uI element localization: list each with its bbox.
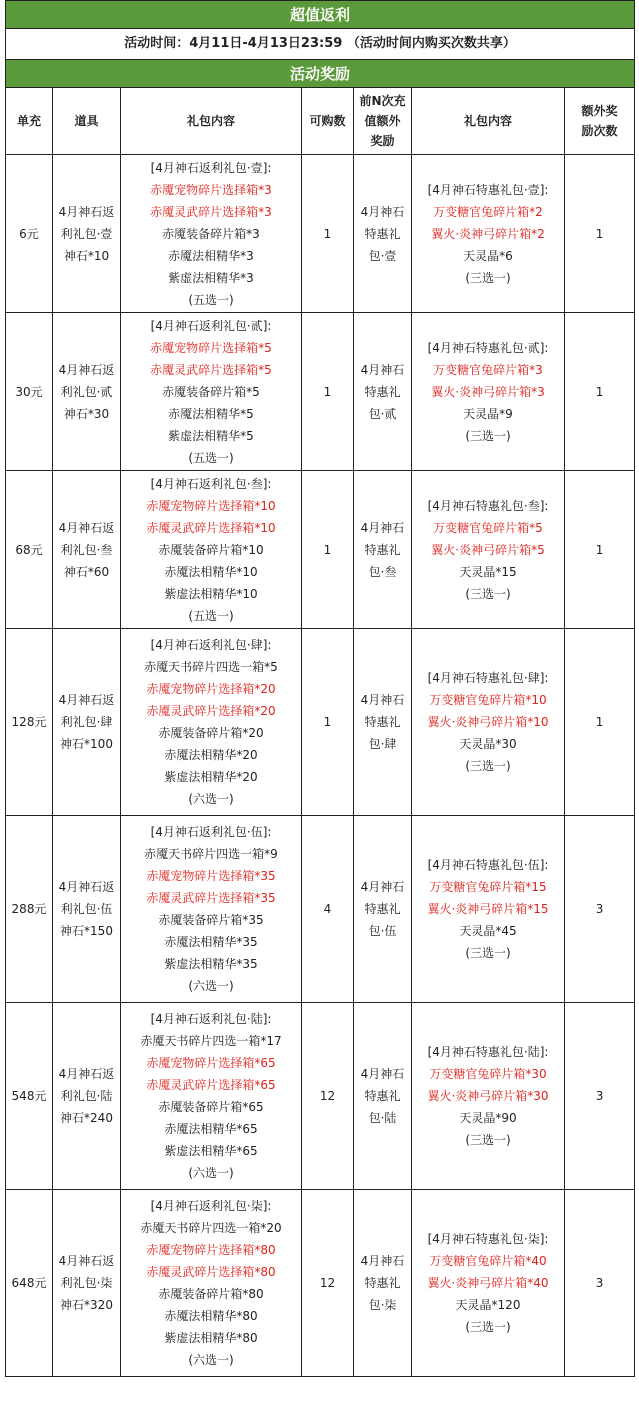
extra-content-line: (三选一)	[465, 270, 511, 285]
count-cell: 12	[302, 1190, 354, 1377]
content-line: 紫虚法相精华*3	[168, 270, 254, 285]
content-line: 赤魇天书碎片四选一箱*17	[140, 1034, 282, 1048]
table-row	[6, 629, 635, 816]
item-cell	[53, 471, 121, 629]
extra-content-line: 翼火·炎神弓碎片箱*10	[427, 715, 549, 729]
item-line: 4月神石返	[58, 693, 115, 707]
content-line: 赤魇天书碎片四选一箱*5	[144, 660, 278, 674]
content-cell	[121, 816, 302, 1003]
extra-line: 包·肆	[368, 737, 397, 751]
extra-content-line: [4月神石特惠礼包·叁]:	[427, 498, 549, 513]
header-extra-count-line: 额外奖	[581, 104, 618, 118]
content-line: 紫虚法相精华*20	[164, 770, 258, 784]
extra-content-line: 万变糖官兔碎片箱*10	[429, 693, 547, 707]
content-cell	[121, 471, 302, 629]
content-line: 赤魇宠物碎片选择箱*35	[146, 869, 276, 883]
item-cell	[53, 155, 121, 313]
extra-line: 4月神石	[360, 1067, 405, 1081]
content-line: 紫虚法相精华*10	[164, 586, 258, 601]
extra-content-line: [4月神石特惠礼包·肆]:	[427, 671, 549, 685]
extra-content-line: 万变糖官兔碎片箱*5	[433, 520, 543, 535]
header-extra-line: 值额外	[364, 114, 401, 128]
item-line: 4月神石返	[58, 520, 115, 535]
extra-count-cell: 1	[565, 313, 635, 471]
extra-content-line: [4月神石特惠礼包·伍]:	[427, 858, 549, 872]
extra-content-line: [4月神石特惠礼包·陆]:	[427, 1045, 549, 1059]
extra-line: 特惠礼	[364, 226, 401, 241]
content-line: 赤魇法相精华*80	[164, 1309, 258, 1323]
rebate-table	[5, 0, 635, 1377]
content-line: 赤魇法相精华*5	[168, 406, 254, 421]
item-line: 神石*60	[63, 564, 110, 579]
extra-content-line: 天灵晶*120	[455, 1298, 521, 1312]
item-line: 4月神石返	[58, 362, 115, 377]
item-line: 利礼包·贰	[60, 384, 113, 399]
extra-content-line: (三选一)	[465, 428, 511, 443]
count-cell: 12	[302, 1003, 354, 1190]
item-line: 4月神石返	[58, 204, 115, 219]
extra-content-line: 万变糖官兔碎片箱*30	[429, 1067, 547, 1081]
reward-title: 活动奖励	[6, 60, 635, 88]
item-cell	[53, 313, 121, 471]
count-cell: 1	[302, 471, 354, 629]
extra-content-cell	[412, 313, 565, 471]
content-line: 赤魇装备碎片箱*80	[158, 1287, 264, 1301]
content-line: 赤魇法相精华*65	[164, 1122, 258, 1136]
extra-line: 包·贰	[368, 406, 397, 421]
price-cell: 6元	[6, 155, 53, 313]
extra-count-cell: 1	[565, 155, 635, 313]
extra-content-line: 翼火·炎神弓碎片箱*5	[431, 542, 545, 557]
extra-content-line: 翼火·炎神弓碎片箱*3	[431, 384, 545, 399]
extra-content-line: 天灵晶*6	[463, 248, 513, 263]
extra-content-line: 天灵晶*90	[459, 1111, 517, 1125]
content-line: 赤魇装备碎片箱*65	[158, 1100, 264, 1114]
extra-content-line: 天灵晶*45	[459, 924, 517, 938]
content-line: 赤魇灵武碎片选择箱*65	[146, 1078, 276, 1092]
extra-content-line: 天灵晶*30	[459, 737, 517, 751]
content-line: 赤魇宠物碎片选择箱*20	[146, 682, 276, 696]
item-line: 4月神石返	[58, 880, 115, 894]
extra-line: 特惠礼	[364, 1089, 401, 1103]
item-line: 利礼包·伍	[60, 902, 113, 916]
content-line: 赤魇宠物碎片选择箱*65	[146, 1056, 276, 1070]
content-line: (五选一)	[188, 292, 234, 307]
content-line: [4月神石返利礼包·肆]:	[150, 638, 272, 652]
table-row	[6, 1190, 635, 1377]
item-line: 4月神石返	[58, 1067, 115, 1081]
content-line: (六选一)	[188, 1353, 234, 1367]
table-row	[6, 471, 635, 629]
extra-line: 特惠礼	[364, 715, 401, 729]
item-cell	[53, 1190, 121, 1377]
header-extra-count-line: 励次数	[581, 124, 618, 138]
price-cell: 548元	[6, 1003, 53, 1190]
extra-content-line: 万变糖官兔碎片箱*2	[433, 204, 543, 219]
table-row	[6, 313, 635, 471]
extra-cell	[354, 155, 412, 313]
item-line: 神石*30	[63, 406, 110, 421]
price-cell: 30元	[6, 313, 53, 471]
count-cell: 1	[302, 629, 354, 816]
header-content: 礼包内容	[121, 88, 302, 155]
extra-content-line: (三选一)	[465, 1320, 511, 1334]
item-line: 神石*10	[63, 248, 110, 263]
extra-count-cell: 3	[565, 816, 635, 1003]
content-line: [4月神石返利礼包·叁]:	[150, 476, 272, 491]
extra-content-line: (三选一)	[465, 586, 511, 601]
content-line: 紫虚法相精华*35	[164, 957, 258, 971]
item-line: 神石*150	[60, 924, 113, 938]
content-line: 赤魇装备碎片箱*5	[162, 384, 260, 399]
content-line: 赤魇宠物碎片选择箱*10	[146, 498, 276, 513]
extra-line: 4月神石	[360, 520, 405, 535]
header-item: 道具	[53, 88, 121, 155]
content-line: 赤魇灵武碎片选择箱*10	[146, 520, 276, 535]
content-line: 赤魇法相精华*20	[164, 748, 258, 762]
header-extra-content: 礼包内容	[412, 88, 565, 155]
header-extra	[354, 88, 412, 155]
extra-content-cell	[412, 471, 565, 629]
content-line: 赤魇装备碎片箱*3	[162, 226, 260, 241]
extra-content-line: 翼火·炎神弓碎片箱*30	[427, 1089, 549, 1103]
content-cell	[121, 1003, 302, 1190]
content-line: 赤魇法相精华*10	[164, 564, 258, 579]
content-line: [4月神石返利礼包·柒]:	[150, 1199, 272, 1213]
content-cell	[121, 155, 302, 313]
page-title: 超值返利	[6, 1, 635, 29]
item-line: 神石*100	[60, 737, 113, 751]
extra-content-line: 翼火·炎神弓碎片箱*15	[427, 902, 549, 916]
extra-cell	[354, 313, 412, 471]
content-line: 赤魇灵武碎片选择箱*20	[146, 704, 276, 718]
extra-line: 特惠礼	[364, 902, 401, 916]
extra-count-cell: 1	[565, 629, 635, 816]
price-cell: 128元	[6, 629, 53, 816]
count-cell: 1	[302, 313, 354, 471]
header-row	[6, 88, 635, 155]
count-cell: 4	[302, 816, 354, 1003]
content-line: 赤魇装备碎片箱*35	[158, 913, 264, 927]
extra-content-cell	[412, 816, 565, 1003]
extra-count-cell: 3	[565, 1190, 635, 1377]
table-row	[6, 155, 635, 313]
content-line: 紫虚法相精华*5	[168, 428, 254, 443]
content-line: (五选一)	[188, 450, 234, 465]
content-line: 紫虚法相精华*80	[164, 1331, 258, 1345]
extra-count-cell: 1	[565, 471, 635, 629]
item-line: 神石*320	[60, 1298, 113, 1312]
extra-line: 4月神石	[360, 693, 405, 707]
item-line: 利礼包·壹	[60, 226, 113, 241]
content-line: 赤魇法相精华*3	[168, 248, 254, 263]
table-row	[6, 1003, 635, 1190]
item-line: 利礼包·陆	[60, 1089, 113, 1103]
price-cell: 648元	[6, 1190, 53, 1377]
extra-content-line: 万变糖官兔碎片箱*15	[429, 880, 547, 894]
item-line: 利礼包·肆	[60, 715, 113, 729]
content-line: (六选一)	[188, 1166, 234, 1180]
extra-content-line: [4月神石特惠礼包·柒]:	[427, 1232, 549, 1246]
activity-time: 活动时间：4月11日-4月13日23:59 （活动时间内购买次数共享）	[6, 29, 635, 60]
content-line: [4月神石返利礼包·壹]:	[150, 160, 272, 175]
price-cell: 288元	[6, 816, 53, 1003]
item-line: 利礼包·柒	[60, 1276, 113, 1290]
extra-line: 4月神石	[360, 204, 405, 219]
item-cell	[53, 1003, 121, 1190]
extra-line: 特惠礼	[364, 384, 401, 399]
item-cell	[53, 629, 121, 816]
extra-content-cell	[412, 1190, 565, 1377]
table-row	[6, 816, 635, 1003]
content-line: (五选一)	[188, 608, 234, 623]
content-line: 赤魇宠物碎片选择箱*3	[150, 182, 272, 197]
content-line: 赤魇天书碎片四选一箱*20	[140, 1221, 282, 1235]
content-line: [4月神石返利礼包·陆]:	[150, 1012, 272, 1026]
extra-content-line: 万变糖官兔碎片箱*3	[433, 362, 543, 377]
content-line: 赤魇灵武碎片选择箱*80	[146, 1265, 276, 1279]
content-line: 赤魇灵武碎片选择箱*3	[150, 204, 272, 219]
extra-content-line: (三选一)	[465, 946, 511, 960]
header-count: 可购数	[302, 88, 354, 155]
price-cell: 68元	[6, 471, 53, 629]
content-line: 赤魇宠物碎片选择箱*5	[150, 340, 272, 355]
item-line: 神石*240	[60, 1111, 113, 1125]
extra-line: 包·陆	[368, 1111, 397, 1125]
extra-line: 包·叁	[368, 564, 397, 579]
content-line: 赤魇装备碎片箱*10	[158, 542, 264, 557]
extra-content-line: (三选一)	[465, 1133, 511, 1147]
extra-count-cell: 3	[565, 1003, 635, 1190]
extra-content-line: 翼火·炎神弓碎片箱*40	[427, 1276, 549, 1290]
content-line: (六选一)	[188, 792, 234, 806]
header-extra-count	[565, 88, 635, 155]
content-line: 赤魇灵武碎片选择箱*5	[150, 362, 272, 377]
extra-line: 4月神石	[360, 362, 405, 377]
extra-cell	[354, 1190, 412, 1377]
extra-line: 4月神石	[360, 1254, 405, 1268]
extra-line: 包·伍	[368, 924, 397, 938]
extra-content-line: 天灵晶*9	[463, 406, 513, 421]
header-price: 单充	[6, 88, 53, 155]
item-line: 4月神石返	[58, 1254, 115, 1268]
content-line: 紫虚法相精华*65	[164, 1144, 258, 1158]
extra-cell	[354, 816, 412, 1003]
content-line: 赤魇装备碎片箱*20	[158, 726, 264, 740]
extra-content-line: 万变糖官兔碎片箱*40	[429, 1254, 547, 1268]
count-cell: 1	[302, 155, 354, 313]
extra-content-cell	[412, 1003, 565, 1190]
content-line: [4月神石返利礼包·伍]:	[150, 825, 272, 839]
extra-line: 4月神石	[360, 880, 405, 894]
content-line: (六选一)	[188, 979, 234, 993]
extra-line: 特惠礼	[364, 542, 401, 557]
content-cell	[121, 1190, 302, 1377]
header-extra-line: 奖励	[370, 134, 395, 148]
item-line: 利礼包·叁	[60, 542, 113, 557]
content-line: 赤魇天书碎片四选一箱*9	[144, 847, 278, 861]
extra-content-cell	[412, 629, 565, 816]
extra-cell	[354, 471, 412, 629]
extra-line: 包·柒	[368, 1298, 397, 1312]
extra-content-cell	[412, 155, 565, 313]
extra-line: 包·壹	[368, 248, 397, 263]
extra-content-line: (三选一)	[465, 759, 511, 773]
content-line: 赤魇法相精华*35	[164, 935, 258, 949]
extra-content-line: [4月神石特惠礼包·壹]:	[427, 182, 549, 197]
content-cell	[121, 629, 302, 816]
extra-line: 特惠礼	[364, 1276, 401, 1290]
content-line: 赤魇宠物碎片选择箱*80	[146, 1243, 276, 1257]
item-cell	[53, 816, 121, 1003]
content-line: [4月神石返利礼包·贰]:	[150, 318, 272, 333]
extra-cell	[354, 1003, 412, 1190]
header-extra-line: 前N次充	[359, 94, 406, 108]
extra-content-line: 天灵晶*15	[459, 564, 517, 579]
content-cell	[121, 313, 302, 471]
extra-content-line: 翼火·炎神弓碎片箱*2	[431, 226, 545, 241]
extra-cell	[354, 629, 412, 816]
content-line: 赤魇灵武碎片选择箱*35	[146, 891, 276, 905]
extra-content-line: [4月神石特惠礼包·贰]:	[427, 340, 549, 355]
